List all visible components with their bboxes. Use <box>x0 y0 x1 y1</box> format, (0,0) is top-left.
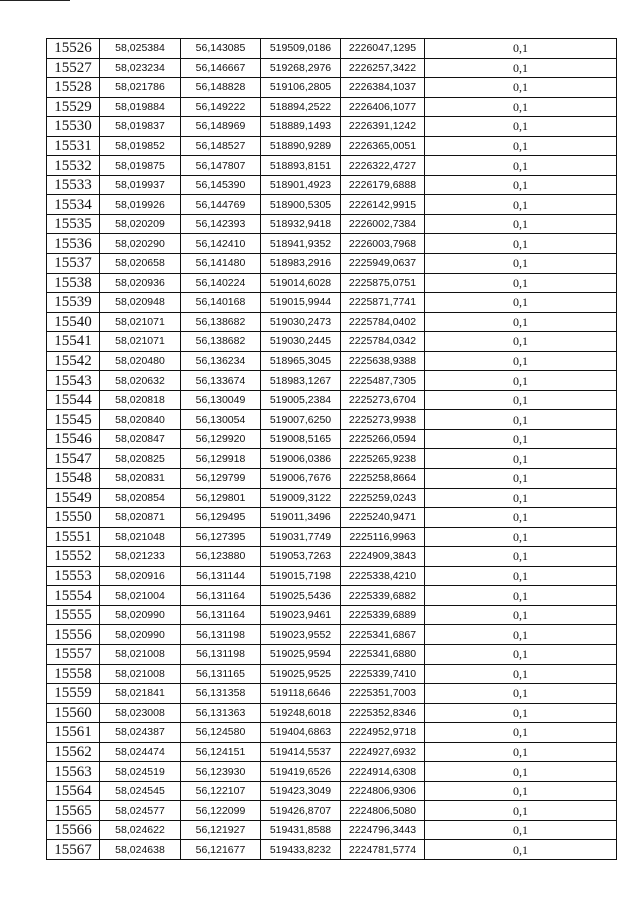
x-coordinate-cell: 519005,2384 <box>261 390 341 410</box>
accuracy-cell: 0,1 <box>425 644 617 664</box>
x-coordinate-cell: 518941,9352 <box>261 234 341 254</box>
accuracy-cell: 0,1 <box>425 254 617 274</box>
y-coordinate-cell: 2225258,8664 <box>341 469 425 489</box>
point-number-cell: 15552 <box>47 547 100 567</box>
y-coordinate-cell: 2225875,0751 <box>341 273 425 293</box>
point-number-cell: 15532 <box>47 156 100 176</box>
accuracy-cell: 0,1 <box>425 156 617 176</box>
y-coordinate-cell: 2226365,0051 <box>341 136 425 156</box>
table-row <box>47 214 617 234</box>
x-coordinate-cell: 519025,9525 <box>261 664 341 684</box>
y-coordinate-cell: 2225949,0637 <box>341 254 425 274</box>
point-number-cell: 15559 <box>47 684 100 704</box>
table-row <box>47 605 617 625</box>
point-number-cell: 15565 <box>47 801 100 821</box>
longitude-cell: 56,148527 <box>181 136 261 156</box>
accuracy-cell: 0,1 <box>425 195 617 215</box>
point-number-cell: 15538 <box>47 273 100 293</box>
table-row <box>47 410 617 430</box>
table-row <box>47 820 617 840</box>
longitude-cell: 56,131165 <box>181 664 261 684</box>
x-coordinate-cell: 519008,5165 <box>261 429 341 449</box>
x-coordinate-cell: 519404,6863 <box>261 723 341 743</box>
x-coordinate-cell: 519025,5436 <box>261 586 341 606</box>
table-row <box>47 742 617 762</box>
latitude-cell: 58,019926 <box>100 195 181 215</box>
longitude-cell: 56,130049 <box>181 390 261 410</box>
longitude-cell: 56,127395 <box>181 527 261 547</box>
latitude-cell: 58,024474 <box>100 742 181 762</box>
x-coordinate-cell: 518983,2916 <box>261 254 341 274</box>
accuracy-cell: 0,1 <box>425 39 617 59</box>
point-number-cell: 15530 <box>47 117 100 137</box>
accuracy-cell: 0,1 <box>425 390 617 410</box>
accuracy-cell: 0,1 <box>425 273 617 293</box>
accuracy-cell: 0,1 <box>425 742 617 762</box>
accuracy-cell: 0,1 <box>425 723 617 743</box>
point-number-cell: 15545 <box>47 410 100 430</box>
x-coordinate-cell: 519014,6028 <box>261 273 341 293</box>
point-number-cell: 15553 <box>47 566 100 586</box>
y-coordinate-cell: 2224952,9718 <box>341 723 425 743</box>
x-coordinate-cell: 519009,3122 <box>261 488 341 508</box>
longitude-cell: 56,131358 <box>181 684 261 704</box>
point-number-cell: 15541 <box>47 332 100 352</box>
longitude-cell: 56,124151 <box>181 742 261 762</box>
x-coordinate-cell: 519023,9461 <box>261 605 341 625</box>
x-coordinate-cell: 519011,3496 <box>261 508 341 528</box>
accuracy-cell: 0,1 <box>425 214 617 234</box>
y-coordinate-cell: 2226391,1242 <box>341 117 425 137</box>
table-row <box>47 547 617 567</box>
latitude-cell: 58,021008 <box>100 664 181 684</box>
latitude-cell: 58,020290 <box>100 234 181 254</box>
table-row <box>47 508 617 528</box>
table-row <box>47 390 617 410</box>
latitude-cell: 58,021841 <box>100 684 181 704</box>
table-row <box>47 39 617 59</box>
longitude-cell: 56,129920 <box>181 429 261 449</box>
accuracy-cell: 0,1 <box>425 175 617 195</box>
latitude-cell: 58,020658 <box>100 254 181 274</box>
latitude-cell: 58,021048 <box>100 527 181 547</box>
table-row <box>47 644 617 664</box>
table-row <box>47 58 617 78</box>
coordinates-table <box>46 38 617 860</box>
y-coordinate-cell: 2225339,6882 <box>341 586 425 606</box>
y-coordinate-cell: 2225341,6867 <box>341 625 425 645</box>
y-coordinate-cell: 2225352,8346 <box>341 703 425 723</box>
accuracy-cell: 0,1 <box>425 527 617 547</box>
accuracy-cell: 0,1 <box>425 429 617 449</box>
longitude-cell: 56,131198 <box>181 625 261 645</box>
y-coordinate-cell: 2225240,9471 <box>341 508 425 528</box>
longitude-cell: 56,123930 <box>181 762 261 782</box>
latitude-cell: 58,024519 <box>100 762 181 782</box>
point-number-cell: 15561 <box>47 723 100 743</box>
accuracy-cell: 0,1 <box>425 58 617 78</box>
longitude-cell: 56,124580 <box>181 723 261 743</box>
point-number-cell: 15563 <box>47 762 100 782</box>
table-row <box>47 97 617 117</box>
point-number-cell: 15531 <box>47 136 100 156</box>
y-coordinate-cell: 2224781,5774 <box>341 840 425 860</box>
longitude-cell: 56,131164 <box>181 605 261 625</box>
top-edge-line <box>0 0 70 1</box>
y-coordinate-cell: 2225266,0594 <box>341 429 425 449</box>
latitude-cell: 58,020854 <box>100 488 181 508</box>
table-row <box>47 449 617 469</box>
x-coordinate-cell: 519015,7198 <box>261 566 341 586</box>
y-coordinate-cell: 2226047,1295 <box>341 39 425 59</box>
latitude-cell: 58,021786 <box>100 78 181 98</box>
longitude-cell: 56,131164 <box>181 586 261 606</box>
table-row <box>47 234 617 254</box>
point-number-cell: 15558 <box>47 664 100 684</box>
y-coordinate-cell: 2224806,5080 <box>341 801 425 821</box>
point-number-cell: 15554 <box>47 586 100 606</box>
longitude-cell: 56,144769 <box>181 195 261 215</box>
table-row <box>47 781 617 801</box>
accuracy-cell: 0,1 <box>425 566 617 586</box>
longitude-cell: 56,140224 <box>181 273 261 293</box>
point-number-cell: 15533 <box>47 175 100 195</box>
table-row <box>47 254 617 274</box>
y-coordinate-cell: 2226322,4727 <box>341 156 425 176</box>
point-number-cell: 15527 <box>47 58 100 78</box>
longitude-cell: 56,140168 <box>181 293 261 313</box>
x-coordinate-cell: 519423,3049 <box>261 781 341 801</box>
point-number-cell: 15536 <box>47 234 100 254</box>
longitude-cell: 56,121677 <box>181 840 261 860</box>
y-coordinate-cell: 2225871,7741 <box>341 293 425 313</box>
latitude-cell: 58,023008 <box>100 703 181 723</box>
point-number-cell: 15549 <box>47 488 100 508</box>
y-coordinate-cell: 2226406,1077 <box>341 97 425 117</box>
longitude-cell: 56,147807 <box>181 156 261 176</box>
table-row <box>47 488 617 508</box>
point-number-cell: 15555 <box>47 605 100 625</box>
accuracy-cell: 0,1 <box>425 586 617 606</box>
longitude-cell: 56,149222 <box>181 97 261 117</box>
accuracy-cell: 0,1 <box>425 293 617 313</box>
point-number-cell: 15535 <box>47 214 100 234</box>
table-row <box>47 703 617 723</box>
longitude-cell: 56,143085 <box>181 39 261 59</box>
longitude-cell: 56,148828 <box>181 78 261 98</box>
coordinates-table-body <box>47 39 617 860</box>
x-coordinate-cell: 519015,9944 <box>261 293 341 313</box>
latitude-cell: 58,024638 <box>100 840 181 860</box>
point-number-cell: 15543 <box>47 371 100 391</box>
accuracy-cell: 0,1 <box>425 781 617 801</box>
y-coordinate-cell: 2226257,3422 <box>341 58 425 78</box>
accuracy-cell: 0,1 <box>425 508 617 528</box>
longitude-cell: 56,129495 <box>181 508 261 528</box>
accuracy-cell: 0,1 <box>425 312 617 332</box>
longitude-cell: 56,129799 <box>181 469 261 489</box>
point-number-cell: 15542 <box>47 351 100 371</box>
y-coordinate-cell: 2225273,9938 <box>341 410 425 430</box>
y-coordinate-cell: 2224927,6932 <box>341 742 425 762</box>
latitude-cell: 58,020632 <box>100 371 181 391</box>
table-row <box>47 371 617 391</box>
accuracy-cell: 0,1 <box>425 840 617 860</box>
y-coordinate-cell: 2225339,7410 <box>341 664 425 684</box>
accuracy-cell: 0,1 <box>425 410 617 430</box>
latitude-cell: 58,020990 <box>100 605 181 625</box>
accuracy-cell: 0,1 <box>425 97 617 117</box>
latitude-cell: 58,020818 <box>100 390 181 410</box>
y-coordinate-cell: 2225116,9963 <box>341 527 425 547</box>
point-number-cell: 15529 <box>47 97 100 117</box>
x-coordinate-cell: 518893,8151 <box>261 156 341 176</box>
x-coordinate-cell: 519414,5537 <box>261 742 341 762</box>
longitude-cell: 56,131144 <box>181 566 261 586</box>
table-row <box>47 762 617 782</box>
table-row <box>47 332 617 352</box>
x-coordinate-cell: 519106,2805 <box>261 78 341 98</box>
y-coordinate-cell: 2224806,9306 <box>341 781 425 801</box>
table-row <box>47 527 617 547</box>
latitude-cell: 58,020871 <box>100 508 181 528</box>
x-coordinate-cell: 518932,9418 <box>261 214 341 234</box>
longitude-cell: 56,142410 <box>181 234 261 254</box>
table-row <box>47 195 617 215</box>
y-coordinate-cell: 2225341,6880 <box>341 644 425 664</box>
longitude-cell: 56,141480 <box>181 254 261 274</box>
y-coordinate-cell: 2226142,9915 <box>341 195 425 215</box>
longitude-cell: 56,142393 <box>181 214 261 234</box>
accuracy-cell: 0,1 <box>425 703 617 723</box>
latitude-cell: 58,024622 <box>100 820 181 840</box>
accuracy-cell: 0,1 <box>425 351 617 371</box>
y-coordinate-cell: 2225351,7003 <box>341 684 425 704</box>
y-coordinate-cell: 2225265,9238 <box>341 449 425 469</box>
x-coordinate-cell: 519023,9552 <box>261 625 341 645</box>
x-coordinate-cell: 518894,2522 <box>261 97 341 117</box>
table-row <box>47 429 617 449</box>
point-number-cell: 15546 <box>47 429 100 449</box>
y-coordinate-cell: 2226179,6888 <box>341 175 425 195</box>
latitude-cell: 58,024545 <box>100 781 181 801</box>
point-number-cell: 15526 <box>47 39 100 59</box>
table-row <box>47 156 617 176</box>
accuracy-cell: 0,1 <box>425 605 617 625</box>
latitude-cell: 58,021004 <box>100 586 181 606</box>
point-number-cell: 15556 <box>47 625 100 645</box>
table-row <box>47 273 617 293</box>
y-coordinate-cell: 2225638,9388 <box>341 351 425 371</box>
table-row <box>47 117 617 137</box>
accuracy-cell: 0,1 <box>425 117 617 137</box>
point-number-cell: 15547 <box>47 449 100 469</box>
accuracy-cell: 0,1 <box>425 820 617 840</box>
longitude-cell: 56,121927 <box>181 820 261 840</box>
latitude-cell: 58,020840 <box>100 410 181 430</box>
table-row <box>47 351 617 371</box>
latitude-cell: 58,024387 <box>100 723 181 743</box>
x-coordinate-cell: 519248,6018 <box>261 703 341 723</box>
point-number-cell: 15560 <box>47 703 100 723</box>
accuracy-cell: 0,1 <box>425 469 617 489</box>
x-coordinate-cell: 519031,7749 <box>261 527 341 547</box>
latitude-cell: 58,021233 <box>100 547 181 567</box>
table-row <box>47 586 617 606</box>
x-coordinate-cell: 519053,7263 <box>261 547 341 567</box>
x-coordinate-cell: 519118,6646 <box>261 684 341 704</box>
x-coordinate-cell: 519433,8232 <box>261 840 341 860</box>
accuracy-cell: 0,1 <box>425 371 617 391</box>
y-coordinate-cell: 2225487,7305 <box>341 371 425 391</box>
table-row <box>47 684 617 704</box>
latitude-cell: 58,021071 <box>100 332 181 352</box>
accuracy-cell: 0,1 <box>425 332 617 352</box>
x-coordinate-cell: 519426,8707 <box>261 801 341 821</box>
x-coordinate-cell: 518900,5305 <box>261 195 341 215</box>
latitude-cell: 58,024577 <box>100 801 181 821</box>
x-coordinate-cell: 519419,6526 <box>261 762 341 782</box>
latitude-cell: 58,020916 <box>100 566 181 586</box>
x-coordinate-cell: 518983,1267 <box>261 371 341 391</box>
x-coordinate-cell: 519268,2976 <box>261 58 341 78</box>
longitude-cell: 56,133674 <box>181 371 261 391</box>
latitude-cell: 58,020825 <box>100 449 181 469</box>
latitude-cell: 58,023234 <box>100 58 181 78</box>
table-row <box>47 840 617 860</box>
longitude-cell: 56,130054 <box>181 410 261 430</box>
y-coordinate-cell: 2225338,4210 <box>341 566 425 586</box>
y-coordinate-cell: 2224914,6308 <box>341 762 425 782</box>
accuracy-cell: 0,1 <box>425 234 617 254</box>
point-number-cell: 15537 <box>47 254 100 274</box>
table-row <box>47 723 617 743</box>
latitude-cell: 58,025384 <box>100 39 181 59</box>
y-coordinate-cell: 2226384,1037 <box>341 78 425 98</box>
longitude-cell: 56,129918 <box>181 449 261 469</box>
table-row <box>47 175 617 195</box>
point-number-cell: 15564 <box>47 781 100 801</box>
y-coordinate-cell: 2225259,0243 <box>341 488 425 508</box>
point-number-cell: 15567 <box>47 840 100 860</box>
table-row <box>47 312 617 332</box>
table-row <box>47 136 617 156</box>
accuracy-cell: 0,1 <box>425 547 617 567</box>
y-coordinate-cell: 2225784,0342 <box>341 332 425 352</box>
table-row <box>47 78 617 98</box>
longitude-cell: 56,138682 <box>181 332 261 352</box>
accuracy-cell: 0,1 <box>425 488 617 508</box>
point-number-cell: 15551 <box>47 527 100 547</box>
latitude-cell: 58,019875 <box>100 156 181 176</box>
latitude-cell: 58,021008 <box>100 644 181 664</box>
longitude-cell: 56,138682 <box>181 312 261 332</box>
x-coordinate-cell: 519006,0386 <box>261 449 341 469</box>
point-number-cell: 15566 <box>47 820 100 840</box>
latitude-cell: 58,020209 <box>100 214 181 234</box>
table-row <box>47 664 617 684</box>
table-row <box>47 469 617 489</box>
point-number-cell: 15534 <box>47 195 100 215</box>
x-coordinate-cell: 518890,9289 <box>261 136 341 156</box>
point-number-cell: 15539 <box>47 293 100 313</box>
point-number-cell: 15528 <box>47 78 100 98</box>
y-coordinate-cell: 2225273,6704 <box>341 390 425 410</box>
latitude-cell: 58,020831 <box>100 469 181 489</box>
x-coordinate-cell: 518889,1493 <box>261 117 341 137</box>
latitude-cell: 58,021071 <box>100 312 181 332</box>
longitude-cell: 56,131363 <box>181 703 261 723</box>
longitude-cell: 56,122099 <box>181 801 261 821</box>
table-row <box>47 801 617 821</box>
x-coordinate-cell: 519030,2445 <box>261 332 341 352</box>
longitude-cell: 56,146667 <box>181 58 261 78</box>
point-number-cell: 15540 <box>47 312 100 332</box>
latitude-cell: 58,020990 <box>100 625 181 645</box>
latitude-cell: 58,020847 <box>100 429 181 449</box>
accuracy-cell: 0,1 <box>425 78 617 98</box>
longitude-cell: 56,145390 <box>181 175 261 195</box>
latitude-cell: 58,019837 <box>100 117 181 137</box>
latitude-cell: 58,020948 <box>100 293 181 313</box>
accuracy-cell: 0,1 <box>425 625 617 645</box>
x-coordinate-cell: 519007,6250 <box>261 410 341 430</box>
accuracy-cell: 0,1 <box>425 684 617 704</box>
latitude-cell: 58,019852 <box>100 136 181 156</box>
x-coordinate-cell: 519030,2473 <box>261 312 341 332</box>
point-number-cell: 15557 <box>47 644 100 664</box>
accuracy-cell: 0,1 <box>425 136 617 156</box>
x-coordinate-cell: 518901,4923 <box>261 175 341 195</box>
x-coordinate-cell: 519006,7676 <box>261 469 341 489</box>
table-row <box>47 566 617 586</box>
accuracy-cell: 0,1 <box>425 801 617 821</box>
longitude-cell: 56,123880 <box>181 547 261 567</box>
longitude-cell: 56,131198 <box>181 644 261 664</box>
y-coordinate-cell: 2226003,7968 <box>341 234 425 254</box>
x-coordinate-cell: 518965,3045 <box>261 351 341 371</box>
longitude-cell: 56,129801 <box>181 488 261 508</box>
y-coordinate-cell: 2226002,7384 <box>341 214 425 234</box>
table-row <box>47 293 617 313</box>
point-number-cell: 15562 <box>47 742 100 762</box>
y-coordinate-cell: 2224796,3443 <box>341 820 425 840</box>
y-coordinate-cell: 2225339,6889 <box>341 605 425 625</box>
latitude-cell: 58,020480 <box>100 351 181 371</box>
point-number-cell: 15550 <box>47 508 100 528</box>
y-coordinate-cell: 2224909,3843 <box>341 547 425 567</box>
latitude-cell: 58,019884 <box>100 97 181 117</box>
accuracy-cell: 0,1 <box>425 449 617 469</box>
accuracy-cell: 0,1 <box>425 762 617 782</box>
point-number-cell: 15548 <box>47 469 100 489</box>
accuracy-cell: 0,1 <box>425 664 617 684</box>
latitude-cell: 58,019937 <box>100 175 181 195</box>
y-coordinate-cell: 2225784,0402 <box>341 312 425 332</box>
latitude-cell: 58,020936 <box>100 273 181 293</box>
x-coordinate-cell: 519431,8588 <box>261 820 341 840</box>
point-number-cell: 15544 <box>47 390 100 410</box>
longitude-cell: 56,148969 <box>181 117 261 137</box>
x-coordinate-cell: 519509,0186 <box>261 39 341 59</box>
longitude-cell: 56,122107 <box>181 781 261 801</box>
x-coordinate-cell: 519025,9594 <box>261 644 341 664</box>
longitude-cell: 56,136234 <box>181 351 261 371</box>
table-row <box>47 625 617 645</box>
